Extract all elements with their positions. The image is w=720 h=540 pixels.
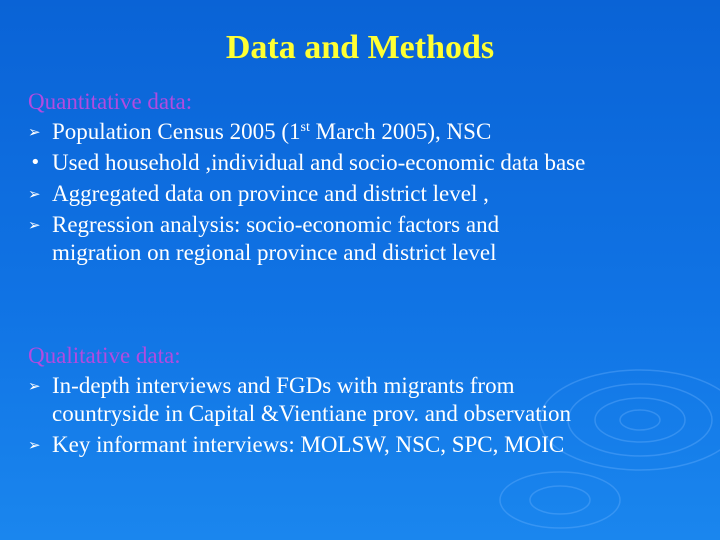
list-item (28, 180, 708, 208)
quantitative-section (28, 88, 708, 270)
census-text-end: March 2005), NSC (309, 119, 492, 144)
census-text: Population Census 2005 (1 (52, 119, 301, 144)
regression-text-line1: Regression analysis: socio-economic factors and (52, 212, 500, 237)
interviews-text-line2: countryside in Capital &Vientiane prov. and observation (52, 401, 571, 426)
arrow-bullet-icon: ➢ (28, 377, 41, 395)
qualitative-section (28, 342, 708, 462)
quantitative-heading: Quantitative data: (28, 89, 193, 114)
list-item (28, 431, 708, 459)
dot-bullet-icon: • (30, 152, 41, 173)
regression-text-line2: migration on regional province and district level (52, 240, 497, 265)
arrow-bullet-icon: ➢ (28, 216, 41, 234)
key-informant-text: Key informant interviews: MOLSW, NSC, SPC, MOIC (52, 432, 565, 457)
arrow-bullet-icon: ➢ (28, 436, 41, 454)
qualitative-heading: Qualitative data: (28, 343, 181, 368)
slide-title: Data and Methods (225, 29, 495, 66)
list-item (28, 372, 708, 428)
list-item (28, 149, 708, 177)
household-text: Used household ,individual and socio-economic data base (52, 150, 586, 175)
list-item (28, 211, 708, 267)
arrow-bullet-icon: ➢ (28, 185, 41, 203)
arrow-bullet-icon: ➢ (28, 123, 41, 141)
ordinal-superscript: st (300, 120, 310, 135)
aggregated-text: Aggregated data on province and district level , (52, 181, 489, 206)
list-item (28, 118, 708, 146)
interviews-text-line1: In-depth interviews and FGDs with migrants from (52, 373, 515, 398)
